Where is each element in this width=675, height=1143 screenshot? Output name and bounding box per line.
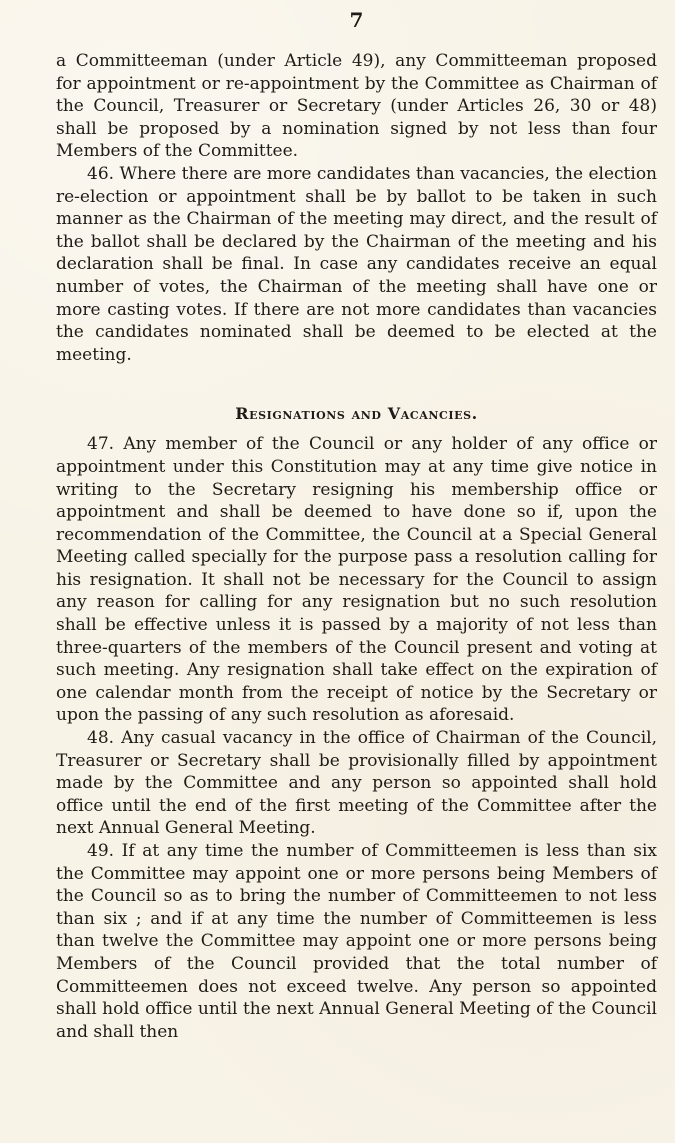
section-heading: Resignations and Vacancies.: [235, 404, 478, 424]
article-48-number: 48.: [87, 728, 115, 749]
article-47-paragraph: [56, 433, 657, 727]
article-46-text: Where there are more candidates than vacancies, the election re-election or appointment shall be by ballot to be taken in such manner as the Chairman of the meeting may direct, and the result of the ballot shall be declared by the Chairman of the meeting and his declaration shall be final. In case any candidates receive an equal number of votes, the Chairman of the meeting shall have one or more casting votes. If there are not more candidates than vacancies the candidates nominated shall be deemed to be elected at the meeting.: [56, 163, 658, 365]
article-49-paragraph: [56, 840, 657, 1043]
article-47-number: 47.: [87, 434, 115, 455]
article-47-text: Any member of the Council or any holder of any office or appointment under this Constitution may at any time give notice in writing to the Secretary resigning his membership office or appointment and shall be deemed to have done so if, upon the recommendation of the Committee, the Council at a Special General Meeting called specially for the purpose pass a resolution calling for his resignation. It shall not be necessary for the Council to assign any reason for calling for any resignation but no such resolution shall be effective unless it is passed by a majority of not less than three-quarters of the members of the Council present and voting at such meeting. Any resignation shall take effect on the expiration of one calendar month from the receipt of notice by the Secretary or upon the passing of any such resolution as aforesaid.: [56, 434, 658, 726]
article-46-number: 46.: [87, 163, 115, 184]
continued-paragraph: a Committeeman (under Article 49), any Committeeman proposed for appointment or re-appointment by the Committee as Chairman of the Council, Treasurer or Secretary (under Articles 26, 30 or 48) shall be proposed by a nomination signed by not less than four Members of the Committee.: [56, 51, 657, 162]
article-48-text: Any casual vacancy in the office of Chairman of the Council, Treasurer or Secretary shall be provisionally filled by appointment made by the Committee and any person so appointed shall hold office until the end of the first meeting of the Committee after the next Annual General Meeting.: [56, 728, 657, 839]
article-48-paragraph: [56, 727, 657, 840]
article-46-paragraph: [56, 163, 657, 366]
article-49-text: If at any time the number of Committeemen is less than six the Committee may appoint one or more persons being Members of the Council so as to bring the number of Committeemen to not less than six ; and if at any time the number of Committeemen is less than twelve the Committee may appoint one or more persons being Members of the Council provided that the total number of Committeemen does not exceed twelve. Any person so appointed shall hold office until the next Annual General Meeting of the Council and shall then: [56, 841, 658, 1042]
article-49-number: 49.: [87, 841, 115, 861]
page-number: 7: [349, 8, 364, 32]
